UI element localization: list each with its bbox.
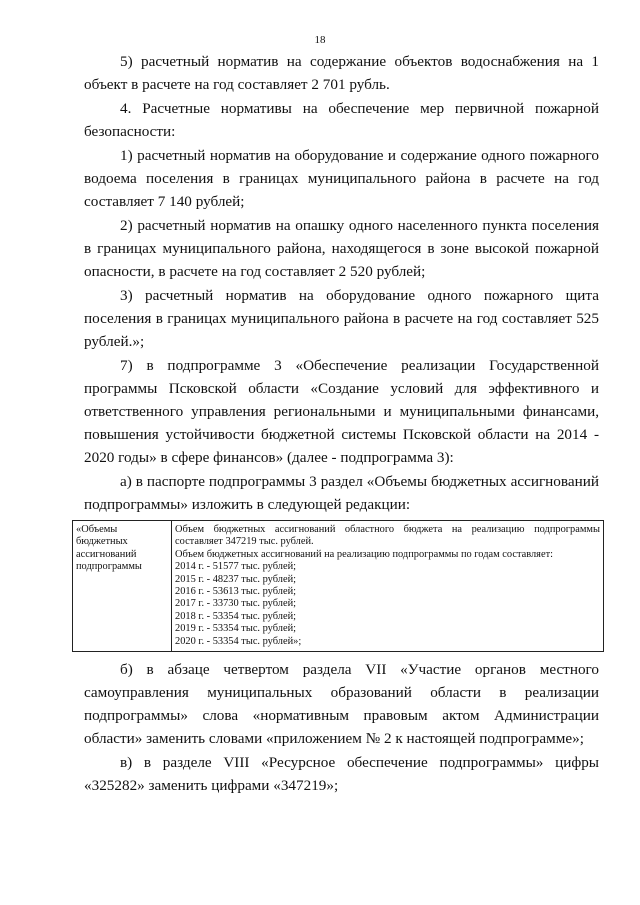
passport-table xyxy=(72,520,604,652)
paragraph-water-supply-norm: 5) расчетный норматив на содержание объектов водоснабжения на 1 объект в расчете на год составляет 2 701 рубль. xyxy=(84,53,599,93)
paragraph-subprogram-3: 7) в подпрограмме 3 «Обеспечение реализации Государственной программы Псковской области «Создание условий для эффективного и ответственного управления региональными и муниципальными финансами, повышения устойчивости бюджетной системы Псковской области на 2014 - 2020 годы» в сфере финансов» (далее - подпрограмма 3): xyxy=(84,357,599,466)
budget-year-item: 2019 г. - 53354 тыс. рублей; xyxy=(175,623,297,635)
budget-year-item: 2020 г. - 53354 тыс. рублей»; xyxy=(175,635,302,647)
budget-year-item: 2016 г. - 53613 тыс. рублей; xyxy=(175,586,297,598)
budget-year-item: 2017 г. - 33730 тыс. рублей; xyxy=(175,598,297,610)
budget-by-year-intro: Объем бюджетных ассигнований на реализацию подпрограммы по годам составляет: xyxy=(175,548,553,560)
paragraph-fire-shield-norm: 3) расчетный норматив на оборудование одного пожарного щита поселения в границах муниципального района в расчете на год составляет 525 рублей.»; xyxy=(84,287,599,350)
document-body xyxy=(76,50,600,797)
budget-year-item: 2014 г. - 51577 тыс. рублей; xyxy=(175,561,297,573)
table-cell-section-name: «Объемы бюджетных ассигнований подпрограммы xyxy=(73,521,172,652)
paragraph-section-viii-change: в) в разделе VIII «Ресурсное обеспечение подпрограммы» цифры «325282» заменить цифрами «347219»; xyxy=(84,754,599,795)
paragraph-fire-safety-heading: 4. Расчетные нормативы на обеспечение мер первичной пожарной безопасности: xyxy=(84,100,599,140)
paragraph-plowing-norm: 2) расчетный норматив на опашку одного населенного пункта поселения в границах муниципального района, находящегося в зоне высокой пожарной опасности, в расчете на год составляет 2 520 рублей; xyxy=(84,217,599,280)
passport-table-wrapper xyxy=(72,520,604,652)
budget-year-item: 2015 г. - 48237 тыс. рублей; xyxy=(175,573,297,585)
paragraph-passport-section: а) в паспорте подпрограммы 3 раздел «Объемы бюджетных ассигнований подпрограммы» изложить в следующей редакции: xyxy=(84,473,599,513)
paragraph-fire-reservoir-norm: 1) расчетный норматив на оборудование и содержание одного пожарного водоема поселения в границах муниципального района в расчете на год составляет 7 140 рублей; xyxy=(84,147,599,210)
paragraph-section-vii-change: б) в абзаце четвертом раздела VII «Участие органов местного самоуправления муниципальных образований области в реализации подпрограммы» слова «нормативным правовым актом Администрации области» заменить словами «приложением № 2 к настоящей подпрограмме»; xyxy=(84,661,599,748)
table-cell-section-content xyxy=(172,521,604,652)
page-number: 18 xyxy=(314,34,326,46)
table-row xyxy=(73,521,604,652)
budget-total-text: Объем бюджетных ассигнований областного бюджета на реализацию подпрограммы составляет 347219 тыс. рублей. xyxy=(175,524,600,548)
budget-year-item: 2018 г. - 53354 тыс. рублей; xyxy=(175,610,297,622)
